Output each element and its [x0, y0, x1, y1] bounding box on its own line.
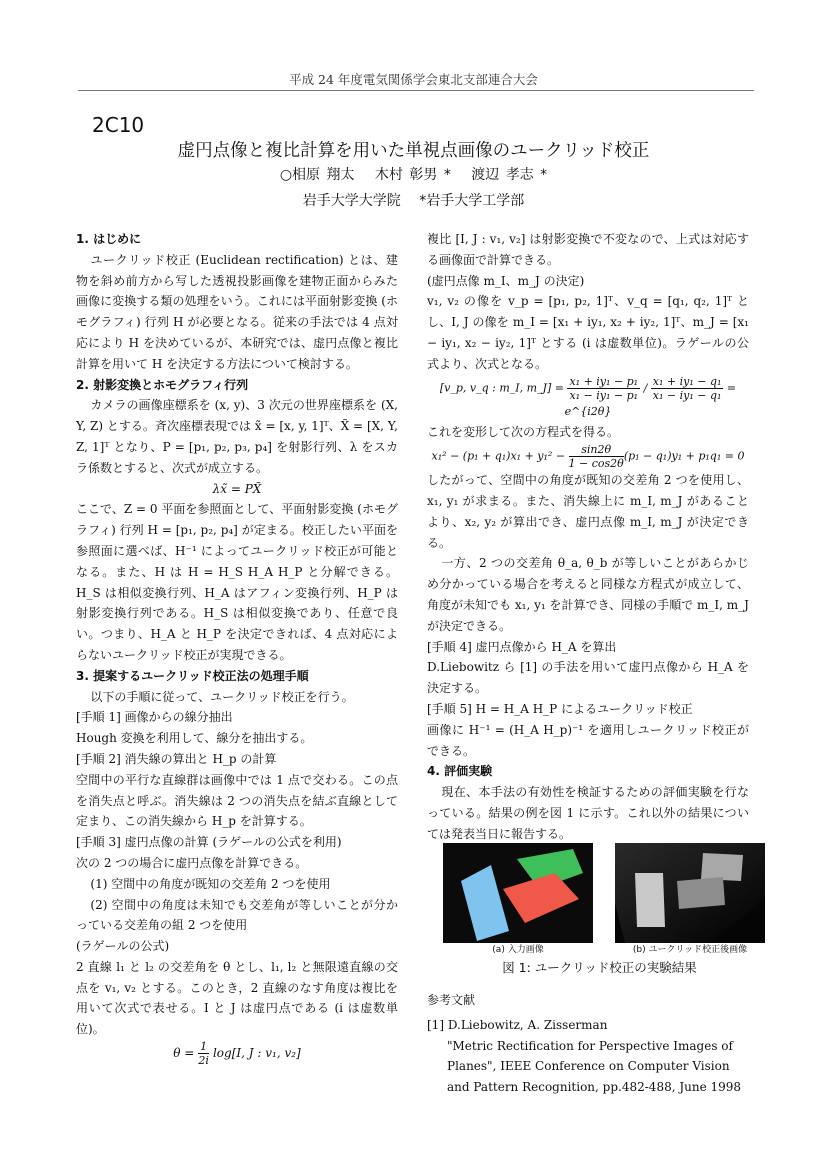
homography-paragraph: ここで、Z = 0 平面を参照面として、平面射影変換 (ホモグラフィ) 行列 H = [p₁, p₂, p₄] が定まる。校正したい平面を参照面に選べば、H⁻¹ によってユークリッド校正が可能となる。また、H は H = H_S H_A H_P と分解できる。H_S は相似変換行列、H_A はアフィン変換行列、H_P は射影変換行列である。H_S は相似変換であり、任意で良い。つまり、H_A と H_P を決定できれば、4 点対応によらないユークリッド校正が実現できる。	[76, 502, 398, 662]
projection-paragraph: カメラの画像座標系を (x, y)、3 次元の世界座標系を (X, Y, Z) とする。斉次座標表現では x̃ = [x, y, 1]ᵀ、X̃ = [X, Y, Z, 1]ᵀ となり、P = [p₁, p₂, p₃, p₄] を射影行列、λ をスカラ係数とすると、次式が成立する。	[76, 398, 398, 475]
laguerre-title: (ラゲールの公式)	[76, 939, 170, 954]
references	[427, 990, 752, 1098]
paper-code: 2C10	[92, 113, 145, 137]
conference-header: 平成 24 年度電気関係学会東北支部連合大会	[289, 72, 538, 87]
eq2-fraction	[569, 443, 624, 470]
header-rule	[78, 90, 754, 91]
theta-eq-denominator: 2i	[198, 1054, 209, 1068]
eq1-rhs: = e^{i2θ}	[564, 381, 737, 418]
step1-body: Hough 変換を利用して、線分を抽出する。	[76, 731, 313, 746]
theta-eq-numerator: 1	[200, 1040, 208, 1054]
rectified-image-photo	[615, 843, 765, 943]
section-heading-projection: 2. 射影変換とホモグラフィ行列	[76, 377, 249, 392]
references-heading: 参考文献	[427, 993, 476, 1007]
cross-ratio-paragraph: 複比 [I, J : v₁, v₂] は射影変換で不変なので、上式は対応する画像面で計算できる。	[427, 232, 749, 267]
step5-title: [手順 5] H = H_A H_P によるユークリッド校正	[427, 701, 693, 716]
eq1-f2-den: x₁ − iy₁ − q₁	[652, 388, 722, 402]
projection-equation: λx̃ = PX̃	[212, 481, 262, 496]
figure-subcaption-b: (b) ユークリッド校正後画像	[632, 945, 748, 955]
paper-affiliations: 岩手大学大学院 *岩手大学工学部	[302, 193, 525, 209]
theta-eq-lhs: θ =	[173, 1046, 199, 1061]
theta-eq-fraction	[198, 1040, 209, 1067]
case1-item: (1) 空間中の角度が既知の交差角 2 つを使用	[90, 876, 331, 891]
gray-card-left	[635, 873, 665, 927]
images-paragraph: v₁, v₂ の像を v_p = [p₁, p₂, 1]ᵀ、v_q = [q₁, q₂, 1]ᵀ とし、I, J の像を m_I = [x₁ + iy₁, x₂ + iy₂, 1]ᵀ、m_J = [x₁ − iy₁, x₂ − iy₂, 1]ᵀ とする (i は虚数単位)。ラゲールの公式より、次式となる。	[427, 294, 749, 371]
input-image-photo	[443, 843, 593, 943]
eq1-fraction-2	[651, 375, 724, 402]
paper-authors: ○相原 翔太 木村 彰男 * 渡辺 孝志 *	[279, 167, 548, 183]
eq1-f1-num: x₁ + iy₁ − p₁	[569, 374, 639, 388]
step1-title: [手順 1] 画像からの線分抽出	[76, 710, 233, 725]
step2-body: 空間中の平行な直線群は画像中では 1 点で交わる。この点を消失点と呼ぶ。消失線は 2 つの消失点を結ぶ直線として定まり、この消失線から H_p を計算する。	[76, 772, 398, 829]
figure-caption: 図 1: ユークリッド校正の実験結果	[502, 960, 697, 975]
reference-1-body: "Metric Rectification for Perspective Images of Planes", IEEE Conference on Computer Vision and Pattern Recognition, pp.482-488, June 1998	[447, 1038, 742, 1095]
evaluation-paragraph: 現在、本手法の有効性を検証するための評価実験を行なっている。結果の例を図 1 に示す。これ以外の結果については発表当日に報告する。	[427, 785, 749, 841]
paper-title: 虚円点像と複比計算を用いた単視点画像のユークリッド校正	[177, 141, 650, 161]
gray-card-top	[701, 853, 743, 881]
method-intro: 以下の手順に従って、ユークリッド校正を行う。	[90, 689, 354, 704]
laguerre-body: 2 直線 l₁ と l₂ の交差角を θ とし、l₁, l₂ と無限遠直線の交点を v₁, v₂ とする。このとき，2 直線のなす角度は複比を用いて次式で表せる。I と J は虚円点である (i は虚数単位)。	[76, 959, 398, 1037]
right-column	[427, 229, 749, 845]
eq2-num: sin2θ	[569, 443, 624, 457]
step4-body: D.Liebowitz ら [1] の手法を用いて虚円点像から H_A を決定する。	[427, 660, 749, 696]
gray-card-center	[677, 877, 725, 909]
theta-eq-rhs: log[I, J : v₁, v₂]	[209, 1046, 301, 1061]
reference-1	[427, 1015, 752, 1036]
eq2-den: 1 − cos2θ	[568, 457, 624, 471]
case2-item: (2) 空間中の角度は未知でも交差角が等しいことが分かっている交差角の組 2 つを使用	[76, 897, 398, 933]
step2-title: [手順 2] 消失線の算出と H_p の計算	[76, 751, 277, 766]
section-heading-evaluation: 4. 評価実験	[427, 764, 493, 779]
eq1-f2-num: x₁ + iy₁ − q₁	[652, 374, 722, 388]
eq2-lhs: x₁² − (p₁ + q₁)x₁ + y₁² −	[431, 449, 569, 463]
step3-title: [手順 3] 虚円点像の計算 (ラゲールの公式を利用)	[76, 835, 342, 850]
input-image-figure	[443, 843, 593, 943]
theta-equation	[76, 1040, 398, 1067]
solution-paragraph: したがって、空間中の角度が既知の交差角 2 つを使用し、x₁, y₁ が求まる。また、消失線上に m_I, m_J があることより、x₂, y₂ が算出でき、虚円点像 m_I, m_J が決定できる。	[427, 473, 749, 550]
laguerre-equation: [v_p, v_q : m_I, m_J] = $\frac{\text{x₁ + iy₁ − p₁}}{\text{x₁ − iy₁ − p₁}}$ / $\frac{\text{x₁ + iy₁ − q₁}}{\text{x₁ − iy₁ − q₁}}$ = e^{i2θ}	[439, 374, 737, 418]
eq2-rhs: (p₁ − q₁)y₁ + p₁q₁ = 0	[623, 449, 745, 463]
step4-title: [手順 4] 虚円点像から H_A を算出	[427, 639, 617, 654]
reference-1-number: [1]	[427, 1017, 444, 1032]
eq1-fraction-1	[567, 375, 640, 402]
intro-paragraph: ユークリッド校正 (Euclidean rectification) とは、建物を斜め前方から写した透視投影画像を建物正面からみた画像に変換する類の処理をいう。これには平面射影変換 (ホモグラフィ) 行列 H が必要となる。従来の手法では 4 点対応により H を決めているが、本研究では、虚円点像と複比計算を用いて H を決定する方法について検討する。	[76, 252, 398, 371]
transform-paragraph: これを変形して次の方程式を得る。	[427, 425, 620, 440]
eq1-f1-den: x₁ − iy₁ − p₁	[569, 388, 639, 402]
eq1-lhs: [v_p, v_q : m_I, m_J] =	[439, 381, 568, 395]
figure-subcaption-a: (a) 入力画像	[492, 945, 544, 955]
section-heading-intro: 1. はじめに	[76, 232, 142, 246]
rectified-image-figure	[615, 843, 765, 943]
step5-body: 画像に H⁻¹ = (H_A H_p)⁻¹ を適用しユークリッド校正ができる。	[427, 722, 749, 758]
left-column	[76, 229, 398, 1067]
quadratic-equation	[427, 443, 749, 470]
section-heading-method: 3. 提案するユークリッド校正法の処理手順	[76, 668, 309, 683]
circular-points-subtitle: (虚円点像 m_I、m_J の決定)	[427, 273, 585, 288]
reference-1-authors: D.Liebowitz, A. Zisserman	[447, 1017, 608, 1032]
equal-angles-paragraph: 一方、2 つの交差角 θ_a, θ_b が等しいことがあらかじめ分かっている場合を考えると同様な方程式が成立して、角度が未知でも x₁, y₁ を計算でき、同様の手順で m_I, m_J が決定できる。	[427, 556, 749, 633]
step3-body: 次の 2 つの場合に虚円点像を計算できる。	[76, 855, 308, 870]
